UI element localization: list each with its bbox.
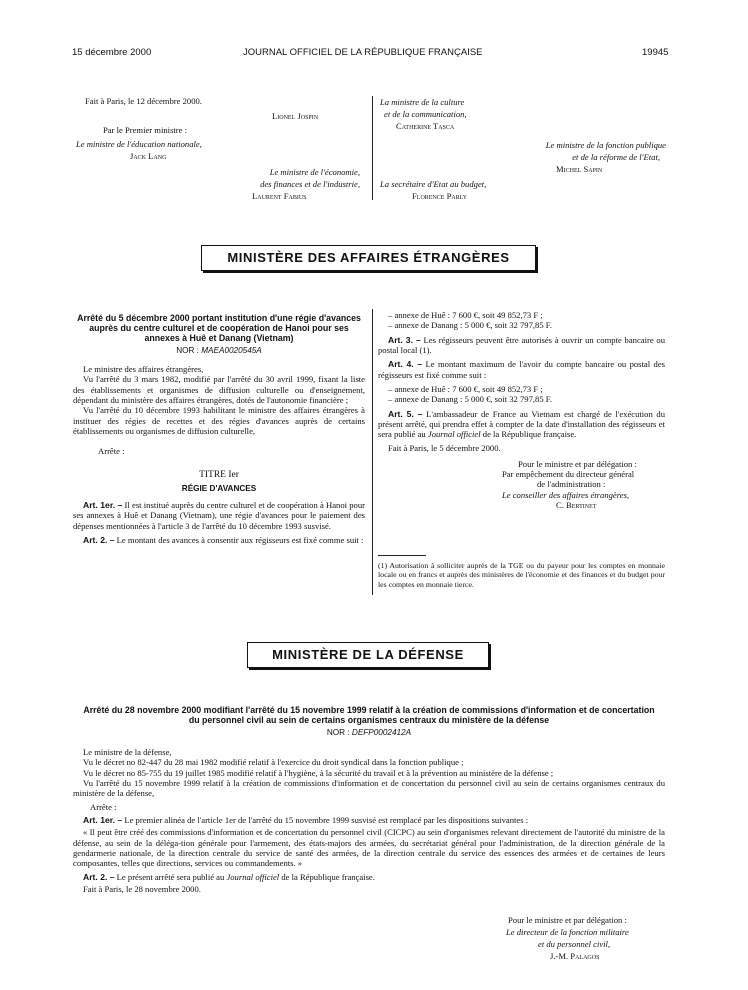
arrete-label: Arrête : xyxy=(98,446,125,457)
article-label: Art. 1er. – xyxy=(83,814,123,825)
signature-title: Le directeur de la fonction militaire xyxy=(506,927,629,937)
journal-officiel-ref: Journal officiel xyxy=(427,429,481,440)
footnote-rule xyxy=(378,555,426,556)
header-page-number: 19945 xyxy=(642,47,669,58)
article-5 xyxy=(378,409,665,440)
section1-left-column xyxy=(73,313,365,549)
signature-cult-name: Catherine Tasca xyxy=(396,121,455,131)
section2-content xyxy=(73,705,665,894)
list-item: – annexe de Danang : 5 000 €, soit 32 797,85 F. xyxy=(388,394,553,405)
signature-budget-name: Florence Parly xyxy=(412,191,468,201)
article-label: Art. 1er. – xyxy=(83,499,123,510)
nor-code: MAEA0020545A xyxy=(201,346,262,356)
decree-visas xyxy=(73,364,365,436)
signature-name: C. Bertinet xyxy=(556,500,597,510)
decree-visas xyxy=(73,747,665,799)
article-label: Art. 2. – xyxy=(83,871,115,882)
article-1 xyxy=(73,815,665,825)
signature-line: Pour le ministre et par délégation : xyxy=(518,458,637,469)
titre-subtitle: RÉGIE D'AVANCES xyxy=(181,484,257,494)
article-label: Art. 5. – xyxy=(388,408,423,419)
signature-cult-title-2: et de la communication, xyxy=(384,109,467,119)
article-label: Art. 2. – xyxy=(83,534,115,545)
article-text: de la République française. xyxy=(480,429,577,440)
signature-line: Par empêchement du directeur général xyxy=(502,469,635,480)
signature-cult-title-1: La ministre de la culture xyxy=(380,97,465,107)
signature-budget-title: La secrétaire d'Etat au budget, xyxy=(380,179,487,189)
article-label: Art. 4. – xyxy=(388,359,423,370)
article-text: de la République française. xyxy=(279,871,375,882)
arrete-label: Arrête : xyxy=(90,801,117,812)
journal-officiel-ref: Journal officiel xyxy=(226,871,280,882)
visa-line: Vu le décret no 82-447 du 28 mai 1982 modifié relatif à l'exercice du droit syndical dans la fonction publique ; xyxy=(83,757,464,768)
visa-line: Vu l'arrêté du 15 novembre 1999 relatif à la création de commissions d'information et de concertation du personnel civil au sein de certains organismes centraux du ministère de la défense, xyxy=(73,778,665,799)
article-text: Le présent arrêté sera publié au xyxy=(114,871,227,882)
signature-edu-title: Le ministre de l'éducation nationale, xyxy=(76,139,202,149)
signature-pm-name: Lionel Jospin xyxy=(272,111,319,121)
list-item: – annexe de Huê : 7 600 €, soit 49 852,73 F ; xyxy=(388,310,543,320)
signature-fp-title-2: et de la réforme de l'Etat, xyxy=(572,152,660,162)
article-3 xyxy=(378,335,665,356)
article-text: L'ambassadeur de France au Vietnam est chargé de l'exécution du présent arrêté, qui prendra effet à compter de la date d'installation des régisseurs et sera publié au xyxy=(378,408,665,440)
footnote: (1) Autorisation à solliciter auprès de la TGE ou du payeur pour les comptes en monnaie locale ou en francs et auprès des ministères de l'économie et des finances et du budget pour les comptes en monnaie tierce. xyxy=(378,561,665,589)
list-item: – annexe de Huê : 7 600 €, soit 49 852,73 F ; xyxy=(388,383,543,394)
titre-label: TITRE Ier xyxy=(199,469,239,480)
article-text: Il est institué auprès du centre culturel et de coopération à Hanoi pour ses annexes à Huê et Danang (Vietnam), une régie d'avances pour le paiement des dépenses mentionnées à l'article 3 de l'arrêté du 10 décembre 1993 susvisé. xyxy=(73,499,366,531)
header-journal-title: JOURNAL OFFICIEL DE LA RÉPUBLIQUE FRANÇAISE xyxy=(243,47,483,58)
article-4 xyxy=(378,359,665,380)
nor-label: NOR : xyxy=(326,728,352,738)
decree-fait: Fait à Paris, le 5 décembre 2000. xyxy=(388,443,501,454)
nor-label: NOR : xyxy=(176,346,202,356)
decree-nor xyxy=(73,728,665,738)
visa-line: Vu le décret no 85-755 du 19 juillet 1985 modifié relatif à l'hygiène, à la sécurité du travail et à la prévention au ministère de la défense ; xyxy=(83,767,554,778)
section-heading-defense: MINISTÈRE DE LA DÉFENSE xyxy=(247,642,489,668)
column-divider xyxy=(372,309,373,595)
quoted-provision: « Il peut être créé des commissions d'information et de concertation du personnel civil (CICPC) au sein d'organismes relevant directement de l'autorité du ministre de la défense, au sein de la déléga-tion générale pour l'armement, des états-majors des armées, du secrétariat général pour l'administration, de la direction générale de la gendarmerie nationale, de la direction centrale du service de santé des armées, de la direction centrale du service des essences des armées et de certaines de leurs composantes, telles que directions, services ou commandements. » xyxy=(73,827,665,869)
article-text: Le montant des avances à consentir aux régisseurs est fixé comme suit : xyxy=(114,534,364,545)
article-label: Art. 3. – xyxy=(388,334,421,345)
decree-title: Arrêté du 5 décembre 2000 portant institution d'une régie d'avances auprès du centre culturel et de coopération de Hanoi pour ses annexes à Huê et Danang (Vietnam) xyxy=(77,313,361,344)
article-1 xyxy=(73,500,365,531)
list-item: – annexe de Danang : 5 000 €, soit 32 797,85 F. xyxy=(388,320,553,331)
article-2 xyxy=(73,535,365,545)
signature-name: J.-M. Palagos xyxy=(550,951,600,961)
signature-title: Le conseiller des affaires étrangères, xyxy=(502,489,630,500)
article-text: Les régisseurs peuvent être autorisés à ouvrir un compte bancaire ou postal local (1). xyxy=(378,334,665,355)
signature-eco-name: Laurent Fabius xyxy=(252,191,307,201)
signature-divider xyxy=(372,96,373,200)
visa-line: Le ministre des affaires étrangères, xyxy=(83,364,204,375)
visa-line: Vu l'arrêté du 3 mars 1982, modifié par l'arrêté du 30 avril 1999, fixant la liste des établissements et organismes de diffusion culturelle ou d'enseignement, dépendant du ministère des affaires étrangères, dotés de l'autonomie financière ; xyxy=(73,374,365,406)
visa-line: Le ministre de la défense, xyxy=(83,747,172,758)
signature-eco-title-2: des finances et de l'industrie, xyxy=(260,179,360,189)
decree-fait: Fait à Paris, le 28 novembre 2000. xyxy=(83,883,201,894)
header-date: 15 décembre 2000 xyxy=(72,47,152,58)
signature-par: Par le Premier ministre : xyxy=(103,125,188,135)
signature-fp-name: Michel Sapin xyxy=(556,164,603,174)
decree-nor xyxy=(73,346,365,356)
section1-right-column xyxy=(378,310,665,510)
article-text: Le montant maximum de l'avoir du compte bancaire ou postal des régisseurs est fixé comme suit : xyxy=(378,359,665,380)
signature-eco-title-1: Le ministre de l'économie, xyxy=(269,167,360,177)
signature-line: de l'administration : xyxy=(537,479,606,490)
nor-code: DEFP0002412A xyxy=(351,728,412,738)
visa-line: Vu l'arrêté du 10 décembre 1993 habilitant le ministre des affaires étrangères à instituer des régies de recettes et des régies d'avances auprès de certains établissements ou organismes de diffusion culturelle, xyxy=(73,405,365,437)
article-text: Le premier alinéa de l'article 1er de l'arrêté du 15 novembre 1999 susvisé est remplacé par les dispositions suivantes : xyxy=(122,814,529,825)
article-2 xyxy=(73,872,665,882)
signature-line: Pour le ministre et par délégation : xyxy=(508,915,627,925)
signature-fp-title-1: Le ministre de la fonction publique xyxy=(545,140,666,150)
section-heading-affaires-etrangeres: MINISTÈRE DES AFFAIRES ÉTRANGÈRES xyxy=(201,245,536,271)
signature-edu-name: Jack Lang xyxy=(130,151,167,161)
decree-title: Arrêté du 28 novembre 2000 modifiant l'arrêté du 15 novembre 1999 relatif à la création de commissions d'information et de concertation du personnel civil au sein de certains organismes centraux du ministère de la défense xyxy=(83,705,655,726)
signature-fait: Fait à Paris, le 12 décembre 2000. xyxy=(85,96,202,106)
signature-title: et du personnel civil, xyxy=(538,939,611,949)
